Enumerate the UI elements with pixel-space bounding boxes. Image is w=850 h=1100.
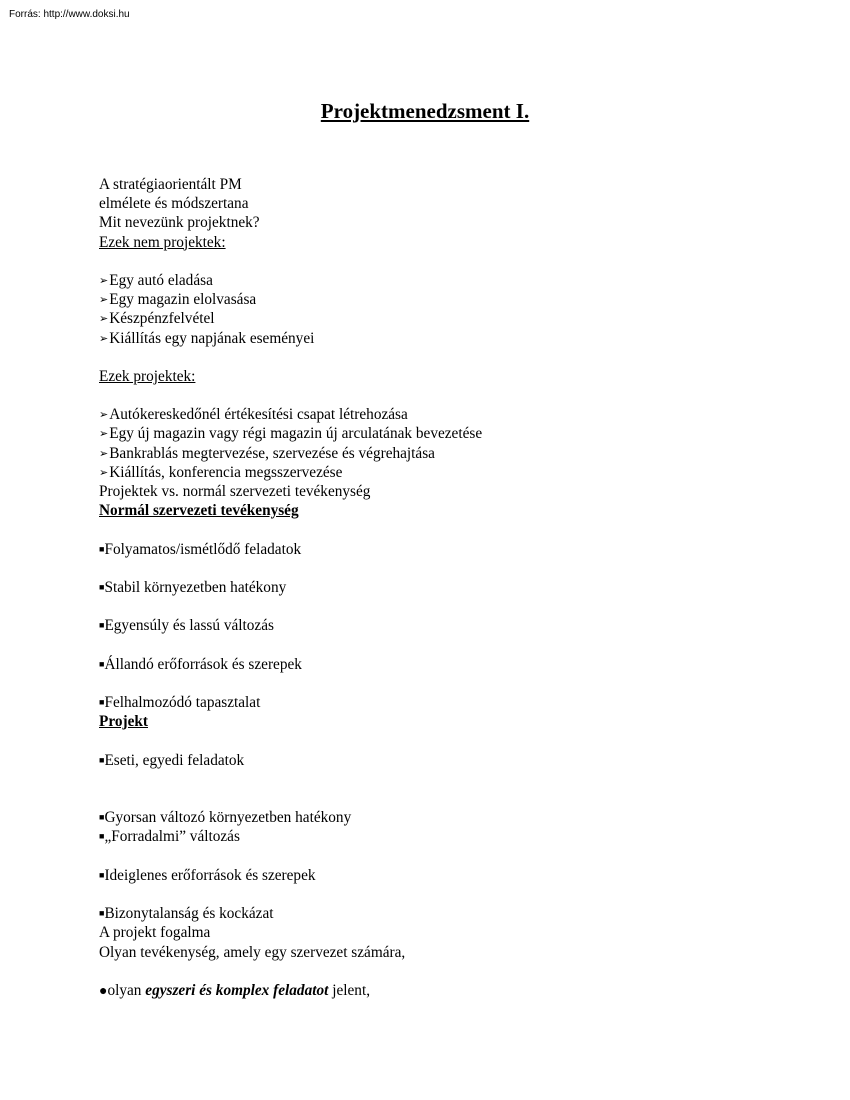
square-bullet-icon: ■	[99, 697, 105, 708]
intro-line: A stratégiaorientált PM	[99, 176, 242, 193]
document-body	[99, 175, 799, 1000]
square-bullet-icon: ■	[99, 812, 105, 823]
comparison-line: Projektek vs. normál szervezeti tevékenység	[99, 483, 371, 500]
intro-line: Mit nevezünk projektnek?	[99, 214, 260, 232]
list-item: ■Eseti, egyedi feladatok	[99, 751, 245, 769]
square-bullet-icon: ■	[99, 658, 105, 669]
project-heading: Projekt	[99, 713, 148, 731]
normal-activity-heading: Normál szervezeti tevékenység	[99, 502, 299, 520]
page-title: Projektmenedzsment I.	[320, 99, 530, 123]
arrow-bullet-icon: ➢	[99, 428, 109, 441]
arrow-bullet-icon: ➢	[99, 274, 109, 287]
definition-heading: A projekt fogalma	[99, 924, 211, 942]
list-item: ■Egyensúly és lassú változás	[99, 617, 274, 635]
arrow-bullet-icon: ➢	[99, 409, 109, 422]
list-item: ■Stabil környezetben hatékony	[99, 578, 287, 596]
list-item: ➢Autókereskedőnél értékesítési csapat létrehozása	[99, 406, 408, 424]
list-item: ➢Egy magazin elolvasása	[99, 291, 257, 309]
list-item: ■Ideiglenes erőforrások és szerepek	[99, 866, 316, 884]
list-item: ➢Kiállítás egy napjának eseményei	[99, 329, 315, 347]
list-item: ➢Egy új magazin vagy régi magazin új arculatának bevezetése	[99, 425, 483, 443]
square-bullet-icon: ■	[99, 869, 105, 880]
list-item: ➢Kiállítás, konferencia megsszervezése	[99, 463, 343, 481]
list-item: ➢Készpénzfelvétel	[99, 310, 215, 328]
arrow-bullet-icon: ➢	[99, 447, 109, 460]
arrow-bullet-icon: ➢	[99, 466, 109, 479]
list-item: ■„Forradalmi” változás	[99, 828, 240, 846]
square-bullet-icon: ■	[99, 754, 105, 765]
arrow-bullet-icon: ➢	[99, 332, 109, 345]
list-item: ■Gyorsan változó környezetben hatékony	[99, 809, 352, 827]
definition-line: Olyan tevékenység, amely egy szervezet számára,	[99, 943, 406, 961]
arrow-bullet-icon: ➢	[99, 313, 109, 326]
dot-bullet-icon: ●	[99, 983, 108, 999]
list-item: ➢Bankrablás megtervezése, szervezése és végrehajtása	[99, 444, 435, 462]
source-label: Forrás: http://www.doksi.hu	[9, 9, 130, 20]
not-projects-heading: Ezek nem projektek:	[99, 233, 226, 251]
arrow-bullet-icon: ➢	[99, 294, 109, 307]
emphasis-text: egyszeri és komplex feladatot	[145, 981, 329, 999]
definition-bullet: ●olyan egyszeri és komplex feladatot jelent,	[99, 981, 371, 999]
list-item: ■Bizonytalanság és kockázat	[99, 905, 274, 923]
list-item: ➢Egy autó eladása	[99, 271, 213, 289]
square-bullet-icon: ■	[99, 581, 105, 592]
list-item: ■Felhalmozódó tapasztalat	[99, 694, 261, 712]
projects-heading: Ezek projektek:	[99, 367, 196, 385]
list-item: ■Folyamatos/ismétlődő feladatok	[99, 540, 302, 558]
intro-line: elmélete és módszertana	[99, 195, 249, 213]
square-bullet-icon: ■	[99, 908, 105, 919]
square-bullet-icon: ■	[99, 620, 105, 631]
square-bullet-icon: ■	[99, 831, 105, 842]
list-item: ■Állandó erőforrások és szerepek	[99, 655, 302, 673]
square-bullet-icon: ■	[99, 543, 105, 554]
